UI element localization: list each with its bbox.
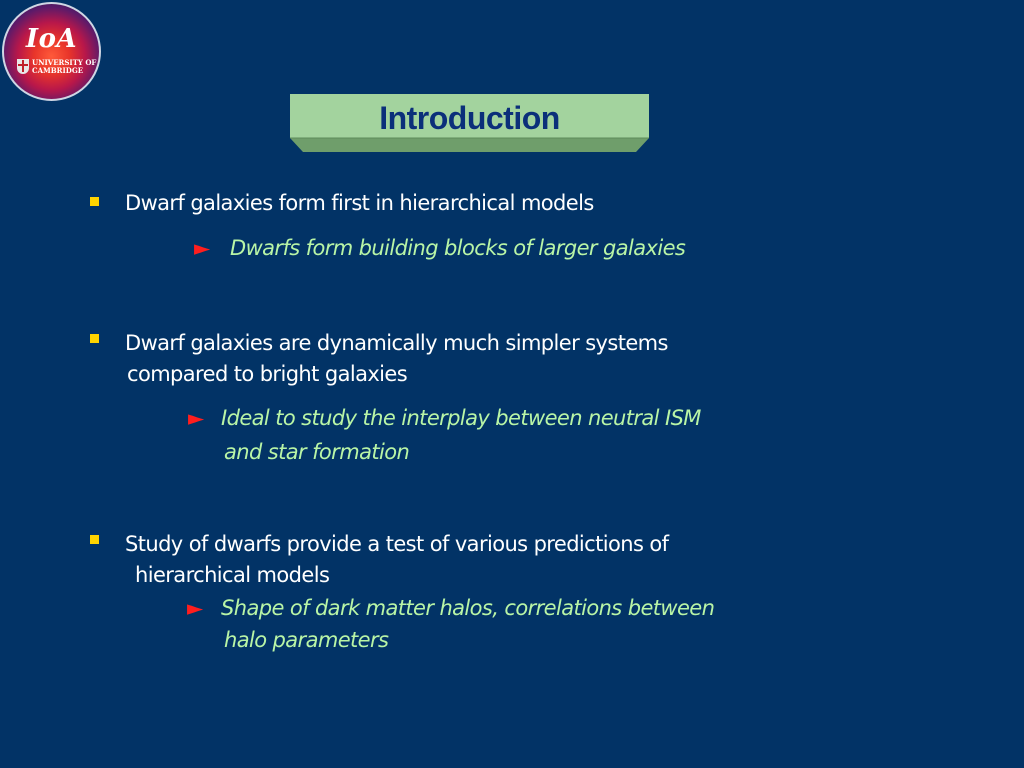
bullet-line: Dwarf galaxies are dynamically much simpler systems <box>125 331 668 355</box>
logo-title: IoA <box>25 24 78 54</box>
sub-bullet-line: halo parameters <box>224 628 389 652</box>
page-title: Introduction <box>379 100 560 136</box>
arrow-icon: ► <box>194 236 211 260</box>
bullet-line: Dwarf galaxies form first in hierarchical models <box>125 191 594 215</box>
arrow-icon: ► <box>187 596 204 620</box>
bullet-line: Study of dwarfs provide a test of various predictions of <box>125 532 669 556</box>
bullet-line: compared to bright galaxies <box>127 362 408 386</box>
sub-bullet-line: Ideal to study the interplay between neutral ISM <box>221 406 701 430</box>
ioa-logo <box>2 2 101 101</box>
sub-bullet-line: Dwarfs form building blocks of larger galaxies <box>230 236 686 260</box>
logo-subtitle: UNIVERSITY OF CAMBRIDGE <box>32 58 97 75</box>
square-bullet-icon <box>90 334 99 343</box>
arrow-icon: ► <box>188 406 205 430</box>
crest-icon <box>17 59 29 74</box>
bullet-line: hierarchical models <box>135 563 330 587</box>
square-bullet-icon <box>90 197 99 206</box>
sub-bullet-line: Shape of dark matter halos, correlations between <box>221 596 715 620</box>
square-bullet-icon <box>90 535 99 544</box>
sub-bullet-line: and star formation <box>224 440 410 464</box>
